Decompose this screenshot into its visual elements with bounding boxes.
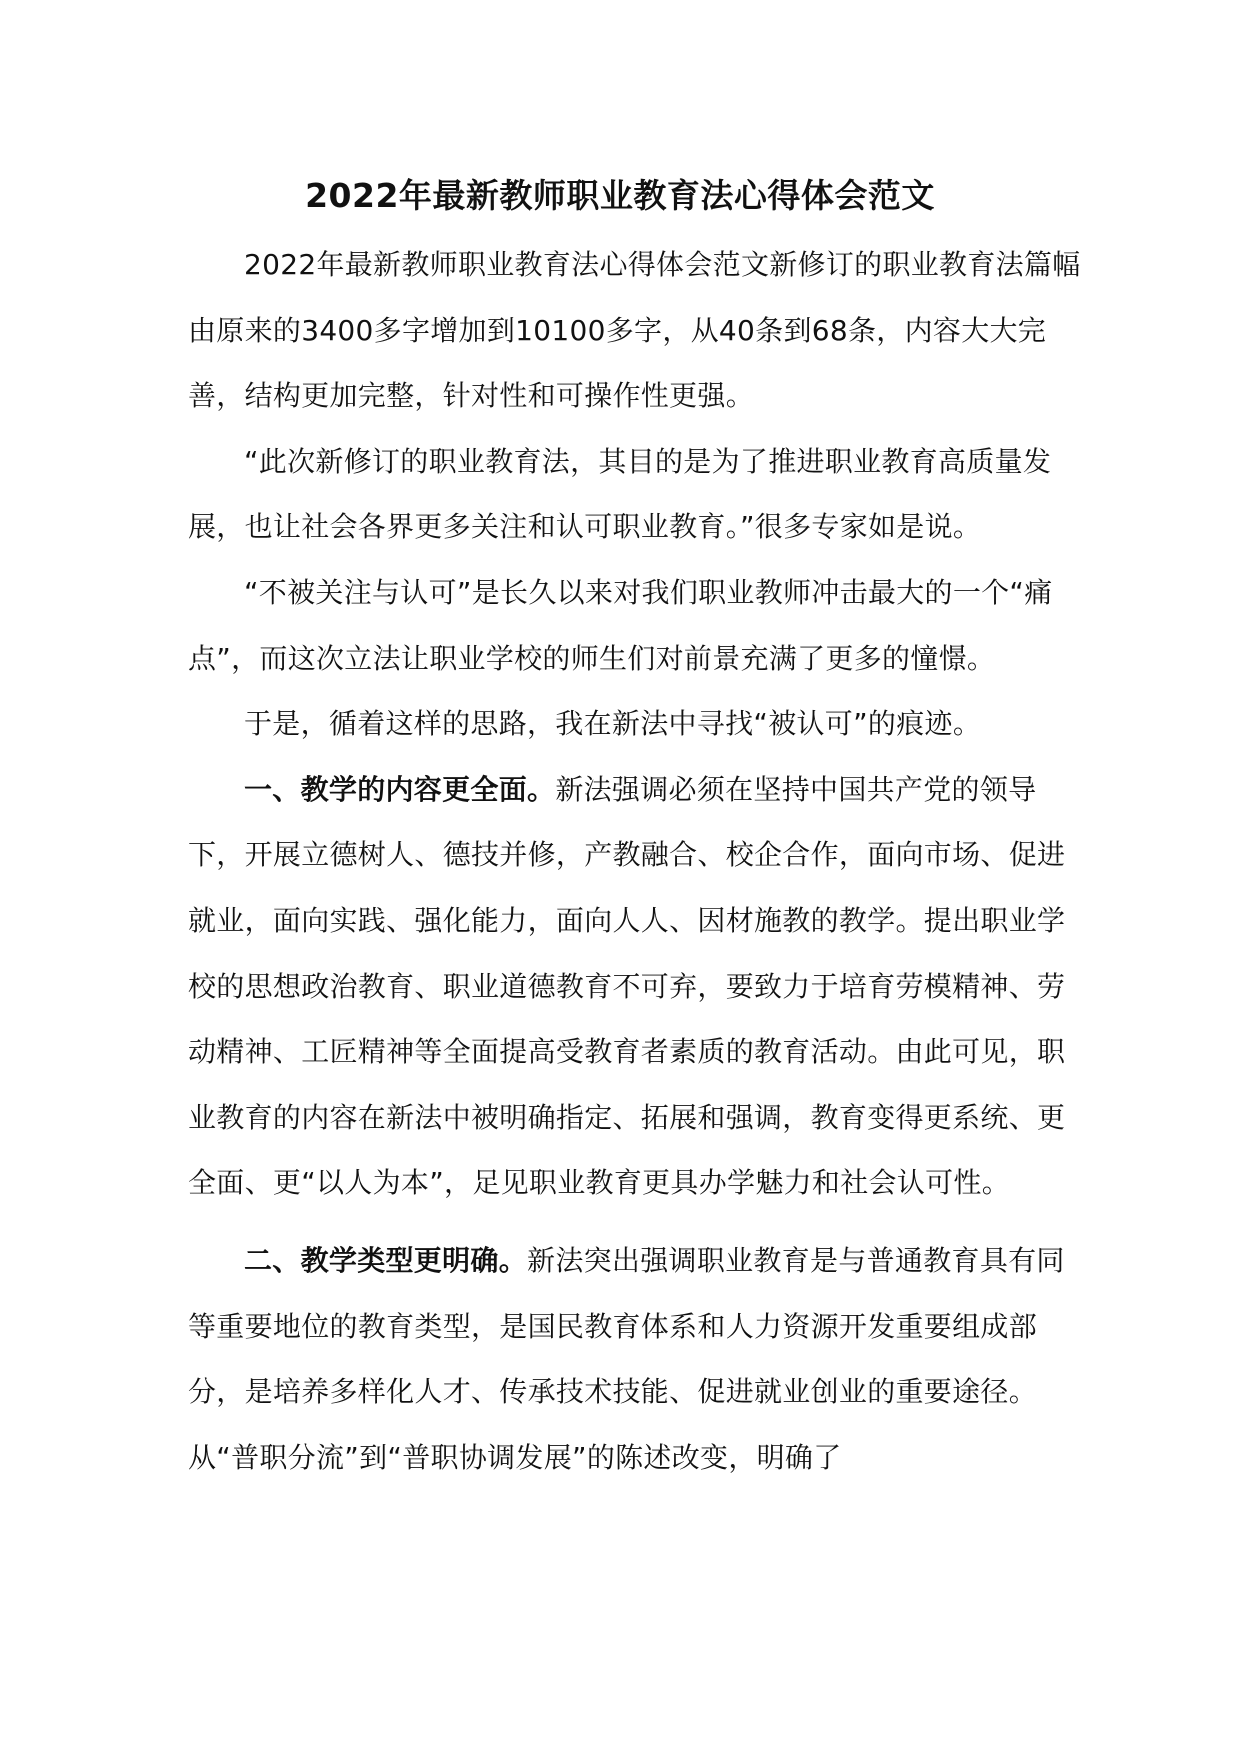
paragraph-pain-point — [188, 560, 1086, 691]
paragraph-point-one — [188, 757, 1086, 1216]
paragraph-text: “不被关注与认可”是长久以来对我们职业教师冲击最大的一个“痛点”，而这次立法让职业学校的师生们对前景充满了更多的憧憬。 — [188, 575, 1053, 675]
paragraph-heading: 二、教学类型更明确。 — [244, 1243, 528, 1277]
paragraph-text: 新法突出强调职业教育是与普通教育具有同等重要地位的教育类型，是国民教育体系和人力资源开发重要组成部分，是培养多样化人才、传承技术技能、促进就业创业的重要途径。从“普职分流”到“普职协调发展”的陈述改变，明确了 — [188, 1243, 1065, 1474]
document-body — [188, 232, 1086, 1490]
paragraph-intro — [188, 232, 1086, 429]
paragraph-text: 2022年最新教师职业教育法心得体会范文新修订的职业教育法篇幅由原来的3400多字增加到10100多字，从40条到68条，内容大大完善，结构更加完整，针对性和可操作性更强。 — [188, 248, 1081, 413]
paragraph-text: “此次新修订的职业教育法，其目的是为了推进职业教育高质量发展，也让社会各界更多关注和认可职业教育。”很多专家如是说。 — [188, 444, 1052, 544]
paragraph-heading: 一、教学的内容更全面。 — [244, 772, 556, 806]
document-title: 2022年最新教师职业教育法心得体会范文 — [305, 176, 935, 215]
paragraph-search — [188, 691, 1086, 757]
paragraph-text: 于是，循着这样的思路，我在新法中寻找“被认可”的痕迹。 — [244, 707, 982, 741]
paragraph-expert-quote — [188, 429, 1086, 560]
paragraph-point-two — [188, 1228, 1086, 1490]
paragraph-text: 新法强调必须在坚持中国共产党的领导下，开展立德树人、德技并修，产教融合、校企合作，面向市场、促进就业，面向实践、强化能力，面向人人、因材施教的教学。提出职业学校的思想政治教育、职业道德教育不可弃，要致力于培育劳模精神、劳动精神、工匠精神等全面提高受教育者素质的教育活动。由此可见，职业教育的内容在新法中被明确指定、拓展和强调，教育变得更系统、更全面、更“以人为本”，足见职业教育更具办学魅力和社会认可性。 — [188, 772, 1066, 1200]
